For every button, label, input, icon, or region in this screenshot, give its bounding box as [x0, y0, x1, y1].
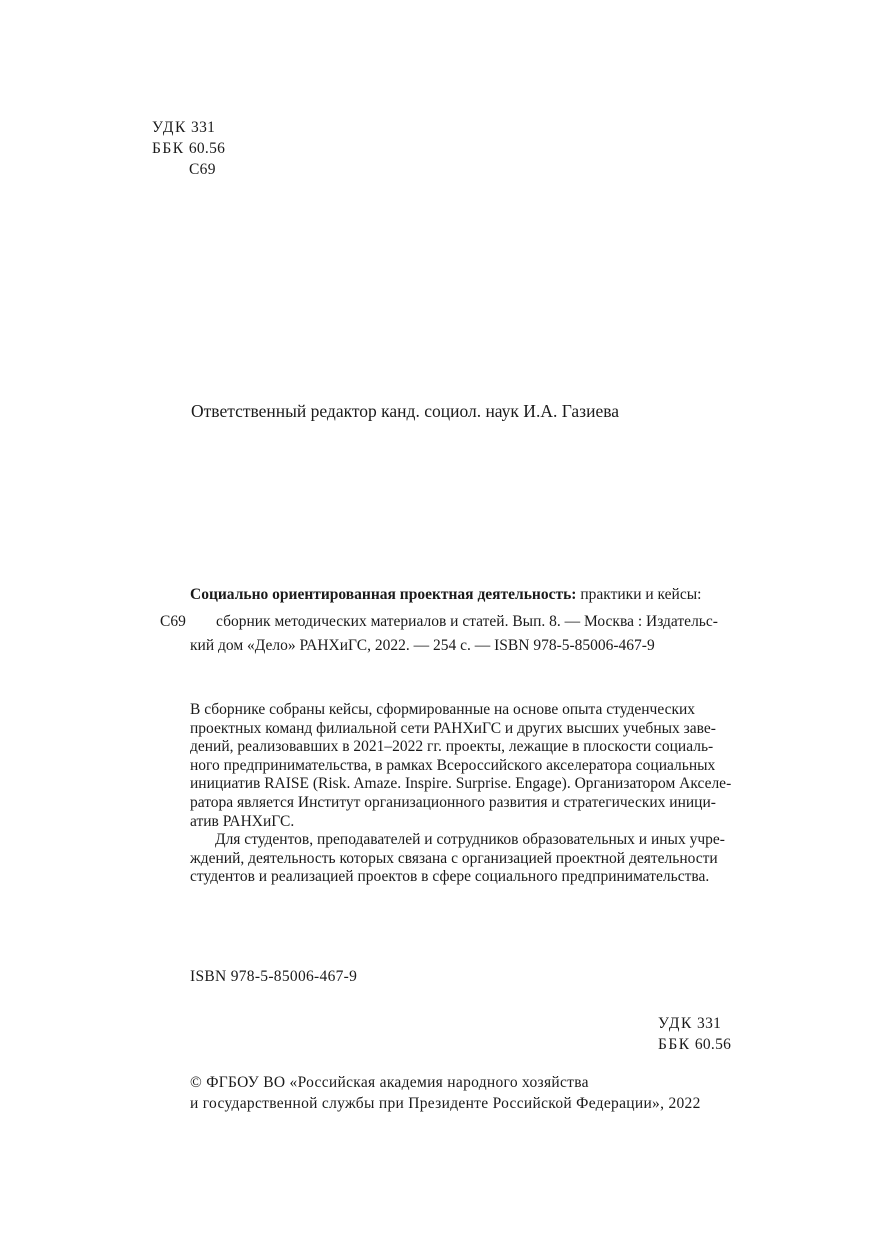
biblio-title: Социально ориентированная проектная деятельность:	[190, 586, 577, 603]
annotation-line: ного предпринимательства, в рамках Всероссийского акселератора социальных	[190, 756, 716, 774]
annotation-line: проектных команд филиальной сети РАНХиГС и других высших учебных заве-	[190, 719, 716, 737]
top-udk-number: 331	[191, 119, 216, 136]
copyright-line-2: и государственной службы при Президенте Российской Федерации», 2022	[190, 1095, 701, 1112]
biblio-subtitle: практики и кейсы:	[576, 586, 702, 603]
bottom-udk: УДК 331	[658, 1015, 722, 1032]
bottom-bbk: ББК 60.56	[658, 1036, 732, 1053]
annotation-line: ратора является Институт организационного развития и стратегических иници-	[190, 793, 716, 811]
isbn: ISBN 978-5-85006-467-9	[190, 968, 358, 985]
annotation	[190, 701, 750, 887]
biblio-author-sign: С69	[160, 613, 186, 630]
top-udk: УДК 331	[152, 119, 216, 136]
annotation-line: дений, реализовавших в 2021–2022 гг. проекты, лежащие в плоскости социаль-	[190, 738, 714, 756]
annotation-line: атив РАНХиГС.	[190, 812, 295, 830]
annotation-line: В сборнике собраны кейсы, сформированные на основе опыта студенческих	[190, 701, 696, 718]
annotation-line: Для студентов, преподавателей и сотрудников образовательных и иных учре-	[215, 831, 725, 849]
top-author-sign: С69	[189, 161, 216, 178]
bottom-bbk-number: 60.56	[694, 1036, 732, 1053]
top-bbk-number: 60.56	[188, 140, 226, 157]
bottom-udk-number: 331	[697, 1015, 722, 1032]
annotation-line: студентов и реализацией проектов в сфере социального предпринимательства.	[190, 868, 710, 886]
biblio-line-3: кий дом «Дело» РАНХиГС, 2022. — 254 с. — ISBN 978-5-85006-467-9	[190, 637, 655, 654]
annotation-line: инициатив RAISE (Risk. Amaze. Inspire. Surprise. Engage). Организатором Акселе-	[190, 775, 732, 793]
top-bbk: ББК 60.56	[152, 140, 226, 157]
biblio-line-1	[190, 584, 701, 605]
copyright-line-1: © ФГБОУ ВО «Российская академия народного хозяйства	[190, 1074, 589, 1091]
annotation-line: ждений, деятельность которых связана с организацией проектной деятельности	[190, 849, 718, 867]
biblio-line-2: сборник методических материалов и статей. Вып. 8. — Москва : Издательс-	[216, 613, 718, 630]
responsible-editor: Ответственный редактор канд. социол. наук И.А. Газиева	[191, 401, 620, 421]
